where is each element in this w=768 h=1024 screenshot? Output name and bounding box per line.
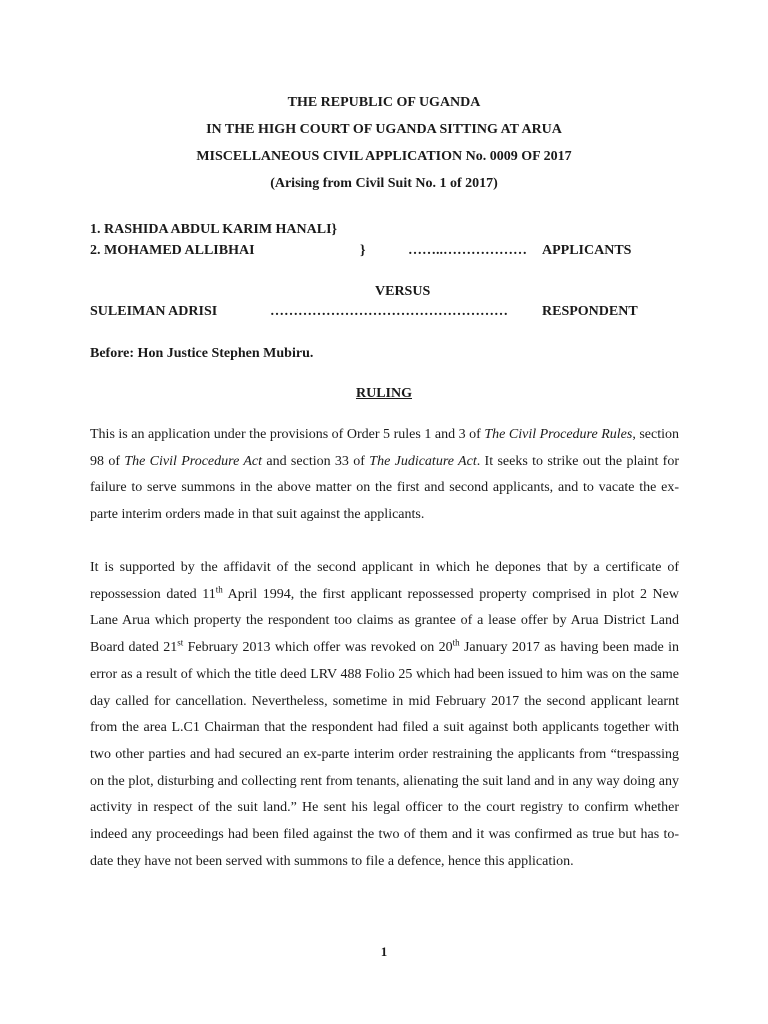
applicant-1: 1. RASHIDA ABDUL KARIM HANALI} xyxy=(90,222,338,237)
paragraph-2: It is supported by the affidavit of the second applicant in which he depones that by a certificate of repossession dated 11th April 1994, the first applicant repossessed property comprised in plot 2 New Lane Arua which property the respondent too claims as grantee of a lease offer by Arua District Land Board dated 21st February 2013 which offer was revoked on 20th January 2017 as having been made in error as a result of which the title deed LRV 488 Folio 25 which had been issued to him was on the same day called for cancellation. Nevertheless, sometime in mid February 2017 the second applicant learnt from the area L.C1 Chairman that the respondent had filed a suit against both applicants together with two other parties and had secured an ex-parte interim order restraining the applicants from “trespassing on the plot, disturbing and collecting rent from tenants, alienating the suit land and in any way doing any activity in respect of the suit land.” He sent his legal officer to the court registry to confirm whether indeed any proceedings had been filed against the two of them and it was confirmed as true but has to-date they have not been served with summons to file a defence, hence this application. xyxy=(90,560,680,869)
versus-label: VERSUS xyxy=(375,284,431,299)
paragraph-1: This is an application under the provisions of Order 5 rules 1 and 3 of The Civil Procedure Rules, section 98 of The Civil Procedure Act and section 33 of The Judicature Act. It seeks to strike out the plaint for failure to serve summons in the above matter on the first and second applicants, and to vacate the ex-parte interim orders made in that suit against the applicants. xyxy=(90,427,680,523)
header-republic: THE REPUBLIC OF UGANDA xyxy=(287,95,481,110)
before-judge: Before: Hon Justice Stephen Mubiru. xyxy=(90,346,314,361)
respondent-dots: …………………………………………… xyxy=(270,304,508,319)
header-case-number: MISCELLANEOUS CIVIL APPLICATION No. 0009 OF 2017 xyxy=(196,149,572,164)
applicants-dots: ……..……………… xyxy=(408,243,527,258)
header-court: IN THE HIGH COURT OF UGANDA SITTING AT ARUA xyxy=(206,122,562,137)
respondent-name: SULEIMAN ADRISI xyxy=(90,304,218,319)
header-arising-from: (Arising from Civil Suit No. 1 of 2017) xyxy=(270,176,498,191)
ruling-title: RULING xyxy=(355,386,412,401)
applicant-2: 2. MOHAMED ALLIBHAI xyxy=(90,243,255,258)
page-number: 1 xyxy=(380,944,388,959)
respondent-label: RESPONDENT xyxy=(542,304,638,319)
applicants-label: APPLICANTS xyxy=(542,243,632,258)
applicant-brace: } xyxy=(360,243,366,258)
